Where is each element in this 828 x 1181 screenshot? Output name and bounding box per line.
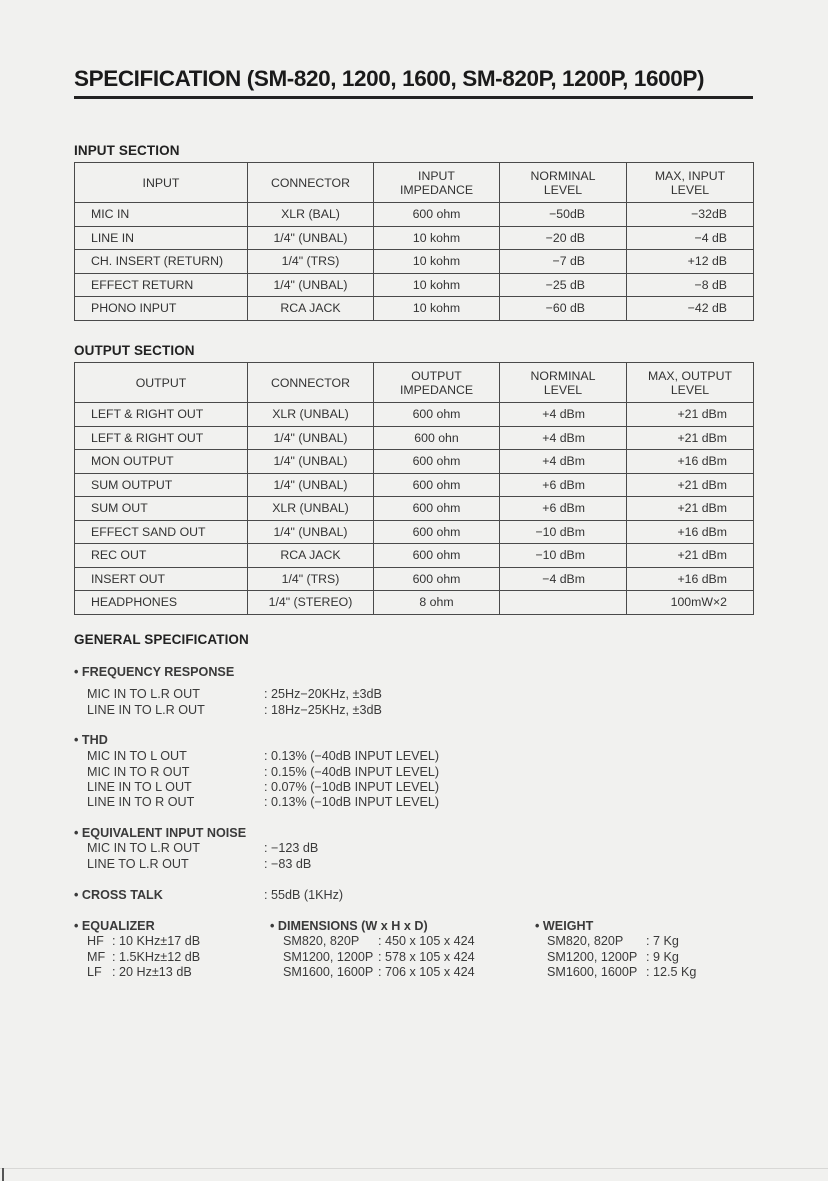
cell-impedance: 600 ohm	[374, 403, 500, 427]
thd-item-name: LINE IN TO L OUT	[87, 780, 192, 794]
cell-impedance: 600 ohm	[374, 473, 500, 497]
cell-impedance: 600 ohm	[374, 520, 500, 544]
table-row	[75, 203, 754, 227]
output-table-header-row	[75, 363, 754, 403]
table-row	[75, 567, 754, 591]
page-title: SPECIFICATION (SM-820, 1200, 1600, SM-820P, 1200P, 1600P)	[74, 66, 705, 91]
cell-max-level: +21 dBm	[627, 544, 754, 568]
noise-item-name: MIC IN TO L.R OUT	[87, 841, 200, 855]
cell-nominal-level: −10 dBm	[500, 520, 627, 544]
table-row	[75, 250, 754, 274]
cell-name: LEFT & RIGHT OUT	[75, 426, 248, 450]
cell-max-level: +21 dBm	[627, 497, 754, 521]
thd-item-name: LINE IN TO R OUT	[87, 795, 195, 809]
cell-connector: 1/4" (STEREO)	[248, 591, 374, 615]
header-impedance-label: OUTPUT IMPEDANCE	[399, 368, 474, 397]
cross-talk-heading: • CROSS TALK	[74, 888, 163, 902]
cell-connector: XLR (BAL)	[248, 203, 374, 227]
cell-nominal-level: +4 dBm	[500, 450, 627, 474]
cell-impedance: 10 kohm	[374, 297, 500, 321]
cell-nominal-level: +6 dBm	[500, 473, 627, 497]
cell-name: SUM OUTPUT	[75, 473, 248, 497]
cell-impedance: 600 ohn	[374, 426, 500, 450]
table-row	[75, 544, 754, 568]
cell-nominal-level: +4 dBm	[500, 403, 627, 427]
cell-nominal-level: −4 dBm	[500, 567, 627, 591]
header-connector-label: CONNECTOR	[270, 175, 351, 190]
header-connector-label: CONNECTOR	[270, 375, 351, 390]
cell-name: HEADPHONES	[75, 591, 248, 615]
dim-model: SM820, 820P	[283, 934, 360, 948]
cell-impedance: 600 ohm	[374, 203, 500, 227]
table-row	[75, 426, 754, 450]
cell-max-level: +21 dBm	[627, 426, 754, 450]
cell-impedance: 10 kohm	[374, 250, 500, 274]
cell-connector: 1/4" (UNBAL)	[248, 473, 374, 497]
noise-item-value: : −83 dB	[264, 857, 312, 871]
header-impedance	[374, 163, 500, 203]
cell-nominal-level: −25 dB	[500, 273, 627, 297]
cell-impedance: 10 kohm	[374, 226, 500, 250]
cell-nominal-level: −50dB	[500, 203, 627, 227]
weight-heading: • WEIGHT	[535, 919, 594, 933]
freq-item-name: LINE IN TO L.R OUT	[87, 703, 205, 717]
title-rule	[74, 96, 753, 99]
page-bottom-rule	[0, 1168, 828, 1169]
weight-value: : 9 Kg	[646, 950, 679, 964]
cell-name: CH. INSERT (RETURN)	[75, 250, 248, 274]
header-connector	[248, 363, 374, 403]
thd-item-name: MIC IN TO L OUT	[87, 749, 187, 763]
eq-value: : 1.5KHz±12 dB	[112, 950, 201, 964]
cell-connector: 1/4" (TRS)	[248, 567, 374, 591]
header-nominal-label: NORMINAL LEVEL	[530, 368, 596, 397]
cell-impedance: 10 kohm	[374, 273, 500, 297]
cell-max-level: −4 dB	[627, 226, 754, 250]
table-row	[75, 297, 754, 321]
cell-max-level: +16 dBm	[627, 567, 754, 591]
dim-value: : 450 x 105 x 424	[378, 934, 475, 948]
table-row	[75, 473, 754, 497]
thd-item-name: MIC IN TO R OUT	[87, 765, 190, 779]
noise-item-value: : −123 dB	[264, 841, 319, 855]
header-max-label: MAX, INPUT LEVEL	[654, 168, 726, 197]
table-row	[75, 403, 754, 427]
cell-name: MON OUTPUT	[75, 450, 248, 474]
input-noise-heading: • EQUIVALENT INPUT NOISE	[74, 826, 247, 840]
header-nominal-level	[500, 163, 627, 203]
input-section-heading: INPUT SECTION	[74, 143, 180, 158]
header-output-label: OUTPUT	[135, 375, 187, 390]
noise-item-name: LINE TO L.R OUT	[87, 857, 189, 871]
header-input-label: INPUT	[142, 175, 180, 190]
cell-name: MIC IN	[75, 203, 248, 227]
cell-max-level: +16 dBm	[627, 450, 754, 474]
cell-connector: 1/4" (UNBAL)	[248, 273, 374, 297]
dim-model: SM1600, 1600P	[283, 965, 374, 979]
cell-name: REC OUT	[75, 544, 248, 568]
cell-nominal-level: −7 dB	[500, 250, 627, 274]
cell-nominal-level	[500, 591, 627, 615]
input-table-header-row	[75, 163, 754, 203]
cell-max-level: +12 dB	[627, 250, 754, 274]
header-impedance	[374, 363, 500, 403]
eq-band: LF	[87, 965, 102, 979]
header-max-level	[627, 163, 754, 203]
eq-band: HF	[87, 934, 104, 948]
header-nominal-label: NORMINAL LEVEL	[530, 168, 596, 197]
table-row	[75, 591, 754, 615]
weight-model: SM820, 820P	[547, 934, 624, 948]
header-output	[75, 363, 248, 403]
cell-connector: XLR (UNBAL)	[248, 403, 374, 427]
dim-value: : 706 x 105 x 424	[378, 965, 475, 979]
cell-connector: RCA JACK	[248, 297, 374, 321]
cell-max-level: −32dB	[627, 203, 754, 227]
cell-name: LINE IN	[75, 226, 248, 250]
cell-connector: 1/4" (UNBAL)	[248, 450, 374, 474]
cell-connector: 1/4" (UNBAL)	[248, 426, 374, 450]
cell-max-level: −8 dB	[627, 273, 754, 297]
cell-name: EFFECT SAND OUT	[75, 520, 248, 544]
cell-name: INSERT OUT	[75, 567, 248, 591]
eq-band: MF	[87, 950, 106, 964]
dimensions-heading: • DIMENSIONS (W x H x D)	[270, 919, 428, 933]
table-row	[75, 273, 754, 297]
input-spec-table	[74, 162, 754, 321]
thd-item-value: : 0.13% (−10dB INPUT LEVEL)	[264, 795, 440, 809]
cell-impedance: 600 ohm	[374, 497, 500, 521]
header-impedance-label: INPUT IMPEDANCE	[399, 168, 474, 197]
table-row	[75, 450, 754, 474]
thd-heading: • THD	[74, 733, 108, 747]
weight-value: : 7 Kg	[646, 934, 679, 948]
cell-name: PHONO INPUT	[75, 297, 248, 321]
cell-impedance: 600 ohm	[374, 450, 500, 474]
cell-max-level: +21 dBm	[627, 473, 754, 497]
cell-impedance: 600 ohm	[374, 544, 500, 568]
cell-nominal-level: +6 dBm	[500, 497, 627, 521]
cell-max-level: +16 dBm	[627, 520, 754, 544]
general-spec-heading: GENERAL SPECIFICATION	[74, 632, 249, 647]
cell-name: EFFECT RETURN	[75, 273, 248, 297]
weight-model: SM1200, 1200P	[547, 950, 638, 964]
cell-nominal-level: +4 dBm	[500, 426, 627, 450]
dim-model: SM1200, 1200P	[283, 950, 374, 964]
output-spec-table	[74, 362, 754, 615]
cell-max-level: +21 dBm	[627, 403, 754, 427]
thd-item-value: : 0.15% (−40dB INPUT LEVEL)	[264, 765, 440, 779]
freq-item-value: : 18Hz−25KHz, ±3dB	[264, 703, 382, 717]
cell-nominal-level: −60 dB	[500, 297, 627, 321]
header-max-level	[627, 363, 754, 403]
frequency-response-heading: • FREQUENCY RESPONSE	[74, 665, 235, 679]
output-section-heading: OUTPUT SECTION	[74, 343, 195, 358]
cell-connector: 1/4" (TRS)	[248, 250, 374, 274]
header-nominal-level	[500, 363, 627, 403]
header-input	[75, 163, 248, 203]
cell-connector: RCA JACK	[248, 544, 374, 568]
thd-item-value: : 0.13% (−40dB INPUT LEVEL)	[264, 749, 440, 763]
equalizer-heading: • EQUALIZER	[74, 919, 155, 933]
freq-item-name: MIC IN TO L.R OUT	[87, 687, 200, 701]
cell-nominal-level: −10 dBm	[500, 544, 627, 568]
cell-max-level: 100mW×2	[627, 591, 754, 615]
dim-value: : 578 x 105 x 424	[378, 950, 475, 964]
eq-value: : 10 KHz±17 dB	[112, 934, 201, 948]
header-connector	[248, 163, 374, 203]
freq-item-value: : 25Hz−20KHz, ±3dB	[264, 687, 382, 701]
cell-connector: 1/4" (UNBAL)	[248, 226, 374, 250]
cell-name: SUM OUT	[75, 497, 248, 521]
margin-mark	[2, 1168, 4, 1181]
table-row	[75, 226, 754, 250]
table-row	[75, 520, 754, 544]
cross-talk-value: : 55dB (1KHz)	[264, 888, 344, 902]
thd-item-value: : 0.07% (−10dB INPUT LEVEL)	[264, 780, 440, 794]
table-row	[75, 497, 754, 521]
eq-value: : 20 Hz±13 dB	[112, 965, 192, 979]
cell-connector: 1/4" (UNBAL)	[248, 520, 374, 544]
cell-connector: XLR (UNBAL)	[248, 497, 374, 521]
cell-max-level: −42 dB	[627, 297, 754, 321]
cell-impedance: 600 ohm	[374, 567, 500, 591]
weight-value: : 12.5 Kg	[646, 965, 697, 979]
weight-model: SM1600, 1600P	[547, 965, 638, 979]
cell-impedance: 8 ohm	[374, 591, 500, 615]
cell-name: LEFT & RIGHT OUT	[75, 403, 248, 427]
header-max-label: MAX, OUTPUT LEVEL	[647, 368, 733, 397]
cell-nominal-level: −20 dB	[500, 226, 627, 250]
